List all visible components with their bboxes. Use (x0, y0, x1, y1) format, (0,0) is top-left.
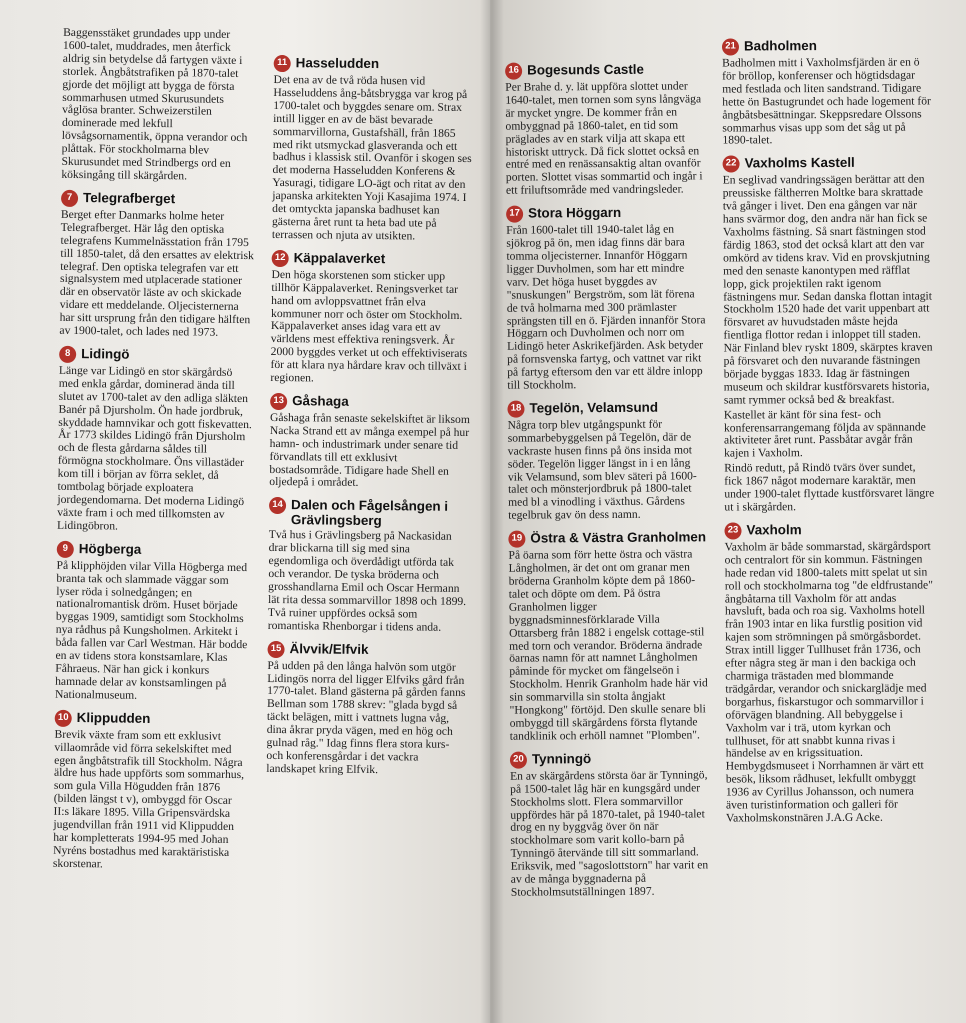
section-paragraph: Baggensstäket grundades upp under 1600-talet, muddrades, men återfick aldrig sin betydelse då fartygen växte i storlek. Ångbåtstrafiken på 1870-talet gjorde det möjligt att bygga de första sommarhusen utmed Skurusundets våglösa branter. Schweizerstilen dominerade med lekfull lövsågsornamentik, öppna verandor och plåttak. För stockholmarna blev Skurusundet med Strindbergs ord en köksingång till skärgården. (61, 25, 248, 183)
section-title: Stora Höggarn (528, 205, 622, 221)
section-paragraph: På klipphöjden vilar Villa Högberga med branta tak och slammade väggar som lyser röda i solnedgången; en nationalromantisk dröm. Huset började byggas 1909, samtidigt som Stockholms nya rådhus på Kungsholmen. Arkitekt i båda fallen var Carl Westman. Här bodde en av tidens stora konstsamlare, Klas Fåhraeus. När han gick i konkurs hamnade delar av konstsamlingen på Nationalmuseum. (54, 558, 248, 702)
section-title: Gåshaga (292, 393, 349, 409)
section-paragraph: Länge var Lidingö en stor skärgårdsö med enkla gårdar, dominerad ända till slutet av 1700-talet av den adliga släkten Banér på Djursholm. Ön hade jordbruk, skyddade hamnvikar och gott fiskevatten. År 1773 skildes Lidingö från Djursholm och de flesta gårdarna såldes till förmögna stockholmare. Öns villastäder kom till i början av förra seklet, då tomtbolag började exploatera jordegendomarna. Det moderna Lidingö växte fram i och med tillkomsten av Lidingöbron. (57, 363, 252, 533)
section-heading (723, 155, 933, 173)
section-8 (57, 346, 255, 535)
section-12 (270, 250, 471, 387)
section-title: Lidingö (81, 346, 130, 362)
section-heading (724, 521, 934, 539)
section-number-badge: 20 (510, 751, 527, 768)
section-11 (272, 55, 474, 244)
section-number-badge: 19 (508, 531, 525, 548)
section-heading (510, 750, 710, 768)
section-19 (508, 529, 709, 743)
section-17 (506, 204, 707, 392)
section-paragraph: Från 1600-talet till 1940-talet låg en sjökrog på ön, men idag finns där bara tomma oljecisterner. Innanför Höggarn ligger Duvholmen, som har ett mindre varv. Det höga huset byggdes av "snuskungen" Bergström, som lät förena de två holmarna med 300 prämlaster sprängsten till en ö. Fjärden innanför Stora Höggarn och Duvholmen och norr om Lidingö heter Askrikefjärden. Ask betyder på fornsvenska fartyg, och vattnet var rikt på fartyg eftersom den var ett äldre inlopp till Stockholm. (506, 222, 706, 392)
section-paragraph: Två hus i Grävlingsberg på Nackasidan drar blickarna till sig med sina egendomliga och överdådigt utförda tak och verandor. De tyska bröderna och grosshandlarna Emil och Oscar Hermann lät rita dessa sommarvillor 1898 och 1899. Två ruiner uppfördes också som romantiska Rhenborgar i tidens anda. (267, 528, 467, 634)
section-7 (59, 190, 257, 340)
section-22 (723, 155, 935, 515)
section-paragraph: På udden på den långa halvön som utgör Lidingös norra del ligger Elfviks gård från 1770-talet. Bland gästerna på gården fanns Bellman som 1788 skrev: "glada bygd så täckt belägen, mitt i vattnets lugna våg, dina åkrar pryda vägen, med en hög och gulnad råg." Idag finns flera stora kurs- och konferensgårdar i det vackra landskapet kring Elfvik. (266, 658, 466, 776)
section-heading (508, 529, 708, 547)
section-number-badge: 22 (723, 156, 740, 173)
section-title: Tegelön, Velamsund (529, 399, 659, 416)
section-paragraph: Några torp blev utgångspunkt för sommarbebyggelsen på Tegelön, där de vackraste husen finns på öns insida mot söder. Tegelön ligger längst in i en lång vik Velamsund, som blev säteri på 1600-talet och mönsterjordbruk på 1800-talet med bl a vinodling i växthus. Gårdens tegelbruk gav ön dess namn. (507, 417, 697, 522)
section-number-badge: 15 (267, 641, 284, 658)
section-heading (59, 346, 255, 365)
section-heading (506, 204, 706, 222)
section-title: Älvvik/Elfvik (289, 640, 369, 657)
section-title: Badholmen (743, 38, 817, 54)
section-paragraph: Brevik växte fram som ett exklusivt villaområde vid förra sekelskiftet med egen ångbåtstrafik till Stockholm. Några äldre hus hade uppförts som sommarhus, som gula Villa Högudden från 1876 (bilden längst t v), ombyggd för Oscar II:s läkare 1895. Villa Gripensvärdska jugendvillan från 1911 vid Klippudden har kompletterats 1994-95 med Johan Nyréns bostadhus med karaktäristiska skorstenar. (52, 727, 245, 871)
section-title: Bogesunds Castle (527, 61, 645, 78)
section-paragraph: Per Brahe d. y. lät uppföra slottet under 1640-talet, men tornen som syns långväga är mycket yngre. De kommer från en ombyggnad på 1860-talet, en tid som präglades av en stark vilja att skapa ett historiskt uttryck. Då fick slottet också en entré med en renässansaktig altan ovanför porten. Slottet visas sommartid och ingår i ett friluftsområde med vandringsleder. (505, 79, 703, 197)
section-heading (505, 61, 705, 79)
section-heading (269, 497, 469, 529)
section-heading (61, 190, 257, 209)
section-number-badge: 23 (724, 522, 741, 539)
section-heading (507, 399, 707, 417)
section-10 (53, 709, 251, 872)
section-heading (274, 55, 474, 74)
section-paragraph: En seglivad vandringssägen berättar att den preussiske fältherren Moltke bara skrattade två gånger i livet. Den ena gången var när hans svärmor dog, den andra när han fick se Vaxholms fästning. Så snart fästningen stod färdig 1863, stod det också klart att den var omkörd av tidens krav. Vid en provskjutning med den senaste kanontypen med räfflat lopp, gick projektilen rakt igenom fästningens mur. Sedan danska flottan intagit Stockholm 1520 hade det varit uppenbart att försvaret av huvudstaden måste hejda fientliga flottor redan i inloppet till staden. När Finland blev ryskt 1809, skärptes kraven på försvaret och den nuvarande fästningen började byggas 1833. Idag är fästningen museum och skildrar kustförsvarets historia, samt rymmer också bed & breakfast. (722, 172, 933, 407)
section-number-badge: 13 (270, 393, 287, 410)
section-intro (61, 27, 259, 184)
section-title: Dalen och Fågelsången i Grävlingsberg (290, 497, 449, 529)
section-paragraph: Berget efter Danmarks holme heter Telegrafberget. Här låg den optiska telegrafens Kummelnässtation från 1795 till 1850-talet, då den ersattes av elektrisk telegraf. Den optiska telegrafen var ett signalsystem med utplacerade stationer där en observatör läste av och skickade vidare ett meddelande. Oljecisternerna har sitt ursprung från den tidigare hälften av 1900-talet, och lades ned 1973. (59, 207, 254, 339)
section-number-badge: 10 (55, 709, 72, 726)
section-number-badge: 7 (61, 190, 78, 207)
section-title: Telegrafberget (82, 189, 176, 207)
text-column-3 (505, 61, 711, 901)
section-title: Hasseludden (295, 55, 380, 72)
section-heading (722, 37, 932, 55)
section-paragraph: Rindö redutt, på Rindö tvärs över sundet, fick 1867 något modernare karaktär, men under 1900-talet flyttade kustförsvaret längre ut i skärgården. (724, 460, 935, 514)
section-23 (724, 521, 936, 825)
section-paragraph: Kastellet är känt för sina fest- och konferensarrangemang följda av spännande aktiviteter året runt. Passbåtar avgår från kajen i Vaxholm. (723, 407, 926, 460)
section-title: Östra & Västra Granholmen (530, 529, 707, 546)
section-number-badge: 11 (274, 55, 291, 72)
section-title: Högberga (78, 540, 142, 557)
section-number-badge: 18 (507, 401, 524, 418)
section-paragraph: Gåshaga från senaste sekelskiftet är liksom Nacka Strand ett av många exempel på hur hamn- och industrimark under senare tid förvandlats till ett exklusivt bostadsområde. Tidigare hade Shell en oljedepå i området. (269, 410, 470, 490)
section-number-badge: 8 (59, 346, 76, 363)
section-heading (267, 641, 467, 660)
section-20 (510, 750, 711, 899)
section-title: Tynningö (531, 750, 592, 767)
section-heading (55, 709, 251, 728)
section-paragraph: Badholmen mitt i Vaxholmsfjärden är en ö för bröllop, konferenser och högtidsdagar med festlada och liten sandstrand. Tidigare hette ön Bastugrundet och hade logement för ångbåtsbesättningar. Skeppsredare Olssons sommarhus visas upp som det såg ut på 1890-talet. (722, 55, 931, 147)
section-number-badge: 9 (57, 541, 74, 558)
section-number-badge: 21 (722, 38, 739, 55)
section-18 (507, 399, 708, 523)
section-14 (268, 497, 469, 634)
section-title: Vaxholms Kastell (744, 155, 855, 171)
text-column-2 (266, 55, 474, 780)
section-number-badge: 16 (505, 63, 522, 80)
section-16 (505, 61, 706, 198)
section-13 (269, 393, 470, 492)
section-title: Käppalaverket (293, 249, 386, 266)
section-heading (57, 541, 253, 560)
section-paragraph: På öarna som förr hette östra och västra Långholmen, är det ont om granar men bröderna Granholm köpte dem på 1860-talet och döpte om dem. På östra Granholmen ligger byggnadsminnesförklarade Villa Ottarsberg från 1882 i engelsk cottage-stil med torn och verandor. Bröderna ändrade öarnas namn för att namnet Långholmen påminde för mycket om fängelseön i Stockholm. Henrik Granholm hade här vid sin sommarvilla sin stolta ångjakt "Hongkong" förtöjd. Den skulle senare bli ombyggd till skärgårdens första flytande tandklinik och erhöll namnet "Plomben". (508, 547, 708, 743)
section-title: Vaxholm (746, 522, 802, 538)
section-paragraph: Vaxholm är både sommarstad, skärgårdsport och centralort för sin kommun. Fästningen hade redan vid 1800-talets mitt spelat ut sin roll och stockholmarna tog "de eldfrustande" ångbåtarna till Vaxholm för att andas havsluft, bada och roa sig. Vaxholms hotell från 1903 intar en lika furstlig position vid kajen som strömningen på smörgåsbordet. Strax intill ligger Tullhuset från 1736, och efter några steg är man i den backiga och charmiga trästaden med blommande trädgårdar, verandor och snickarglädje med borgarhus, fiskarstugor och sommarvillor i oförvägen blandning. All bebyggelse i Vaxholm var i trä, utom kyrkan och tullhuset, för att snabbt kunna rivas i händelse av en krigssituation. Hembygdsmuseet i Norrhamnen är värt ett besök, liksom rådhuset, lekfullt ombyggt 1936 av Cyrillus Johansson, och numera även turistinformation och galleri för Vaxholmskonstnären J.A.G Acke. (724, 539, 933, 825)
section-paragraph: Det ena av de två röda husen vid Hasseluddens ång-båtsbrygga var krog på 1700-talet och byggdes senare om. Strax intill ligger en av de bäst bevarade sommarvillorna, Gustafshäll, från 1865 med rikt utsmyckad glasveranda och ett badhus i klassisk stil. Ovanför i skogen ses det moderna Hasseludden Konferens & Yasuragi, tidigare LO-ägt och ritat av den japanska arkitekten Yoji Kasajima 1974. I det omtyckta japanska badhuset kan gästerna året runt ta heta bad ute på terrassen och njuta av utsikten. (271, 72, 472, 243)
section-9 (55, 541, 253, 704)
text-column-4 (722, 37, 936, 827)
section-21 (722, 37, 933, 147)
section-15 (266, 641, 467, 778)
section-heading (272, 250, 472, 269)
section-number-badge: 17 (506, 206, 523, 223)
section-paragraph: Den höga skorstenen som sticker upp tillhör Käppalaverket. Reningsverket tar hand om avloppsvattnet från elva kommuner norr och öster om Stockholm. Käppalaverket anses idag vara ett av världens mest effektiva reningsverk. År 2000 byggdes verket ut och effektiviserats för att klara nya hårdare krav och tillväxt i regionen. (270, 267, 468, 385)
section-heading (270, 393, 470, 412)
section-paragraph: En av skärgårdens största öar är Tynningö, på 1500-talet låg här en kungsgård under Stockholms slott. Flera sommarvillor uppfördes här på 1870-talet, på 1940-talet drog en ny byggvåg över ön när stockholmare som varit kollo-barn på Tynningö återvände till sitt sommarland. Eriksvik, med "sagoslottstorn" har varit en av de många byggnaderna på Stockholmsutställningen 1897. (510, 768, 709, 899)
section-number-badge: 14 (269, 497, 286, 514)
page-fold-shadow (480, 0, 504, 1023)
section-number-badge: 12 (272, 250, 289, 267)
text-column-1 (53, 27, 259, 875)
section-title: Klippudden (76, 709, 151, 726)
